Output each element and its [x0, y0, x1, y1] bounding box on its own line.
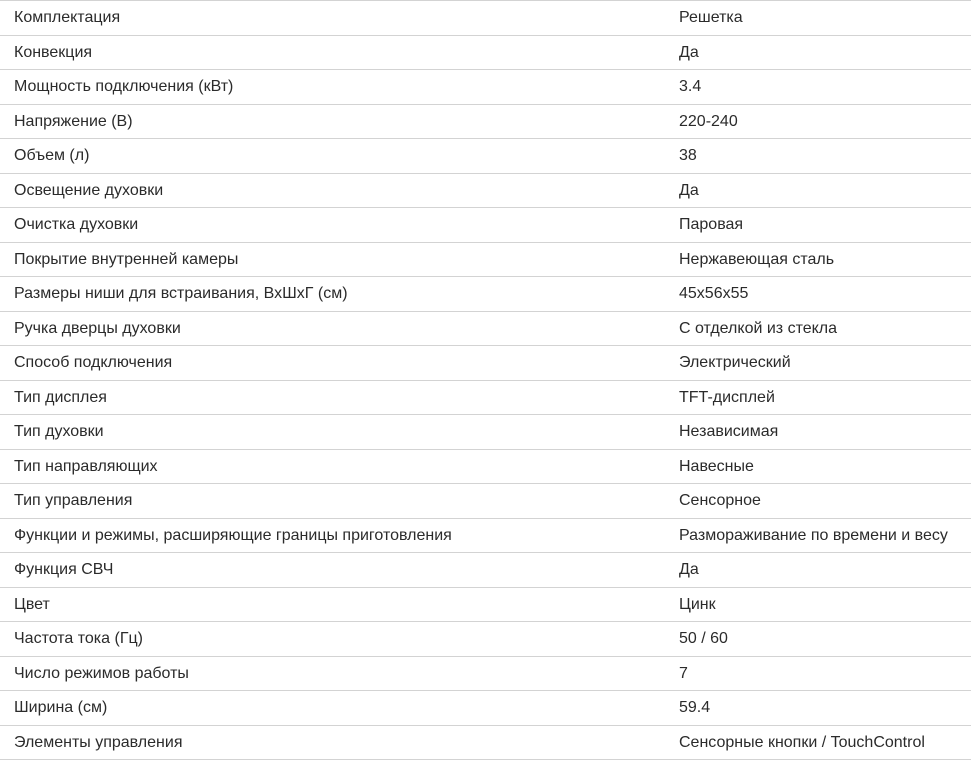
table-row — [0, 311, 971, 346]
table-row — [0, 139, 971, 174]
spec-name: Частота тока (Гц) — [14, 630, 143, 648]
spec-name: Тип управления — [14, 492, 133, 510]
table-row — [0, 380, 971, 415]
spec-name: Конвекция — [14, 43, 93, 61]
spec-value: 45x56x55 — [679, 285, 749, 303]
spec-value: Решетка — [679, 9, 743, 27]
spec-name: Элементы управления — [14, 733, 183, 751]
spec-value: Паровая — [679, 216, 744, 234]
table-row — [0, 277, 971, 312]
spec-value: 220-240 — [679, 112, 738, 130]
spec-name: Цвет — [14, 595, 50, 613]
table-row — [0, 725, 971, 760]
spec-name: Объем (л) — [14, 147, 90, 165]
table-row — [0, 104, 971, 139]
spec-name: Размеры ниши для встраивания, ВхШхГ (см) — [14, 285, 348, 303]
table-row — [0, 656, 971, 691]
specifications-body — [0, 1, 971, 760]
spec-value: Да — [679, 561, 699, 579]
spec-name: Тип духовки — [14, 423, 104, 441]
spec-value: 59.4 — [679, 699, 711, 717]
table-row — [0, 242, 971, 277]
spec-value: Электрический — [679, 354, 791, 372]
spec-value: Да — [679, 43, 699, 61]
spec-name: Комплектация — [14, 9, 121, 27]
spec-value: 38 — [679, 147, 697, 165]
spec-value: Размораживание по времени и весу — [679, 526, 948, 544]
table-row — [0, 35, 971, 70]
spec-name: Функции и режимы, расширяющие границы приготовления — [14, 526, 452, 544]
table-row — [0, 484, 971, 519]
spec-value: Навесные — [679, 457, 754, 475]
spec-value: TFT-дисплей — [679, 388, 775, 406]
spec-name: Напряжение (В) — [14, 112, 133, 130]
table-row — [0, 622, 971, 657]
spec-name: Покрытие внутренней камеры — [14, 250, 239, 268]
table-row — [0, 415, 971, 450]
spec-name: Функция СВЧ — [14, 561, 114, 579]
spec-name: Тип дисплея — [14, 388, 107, 406]
table-row — [0, 346, 971, 381]
spec-value: С отделкой из стекла — [679, 319, 838, 337]
table-row — [0, 553, 971, 588]
spec-name: Способ подключения — [14, 354, 173, 372]
spec-value: Сенсорное — [679, 492, 761, 510]
spec-name: Мощность подключения (кВт) — [14, 78, 234, 96]
spec-name: Ручка дверцы духовки — [14, 319, 181, 337]
table-row — [0, 449, 971, 484]
spec-value: 3.4 — [679, 78, 702, 96]
spec-value: 50 / 60 — [679, 630, 728, 648]
spec-name: Тип направляющих — [14, 457, 158, 475]
spec-value: 7 — [679, 664, 688, 682]
spec-name: Ширина (см) — [14, 699, 108, 717]
table-row — [0, 173, 971, 208]
spec-name: Число режимов работы — [14, 664, 189, 682]
table-row — [0, 70, 971, 105]
spec-value: Независимая — [679, 423, 779, 441]
table-row — [0, 518, 971, 553]
spec-value: Сенсорные кнопки / TouchControl — [679, 733, 925, 751]
table-row — [0, 691, 971, 726]
spec-value: Нержавеющая сталь — [679, 250, 835, 268]
table-row — [0, 1, 971, 36]
table-row — [0, 587, 971, 622]
spec-value: Цинк — [679, 595, 716, 613]
spec-name: Очистка духовки — [14, 216, 139, 234]
spec-name: Освещение духовки — [14, 181, 164, 199]
table-row — [0, 208, 971, 243]
spec-value: Да — [679, 181, 699, 199]
